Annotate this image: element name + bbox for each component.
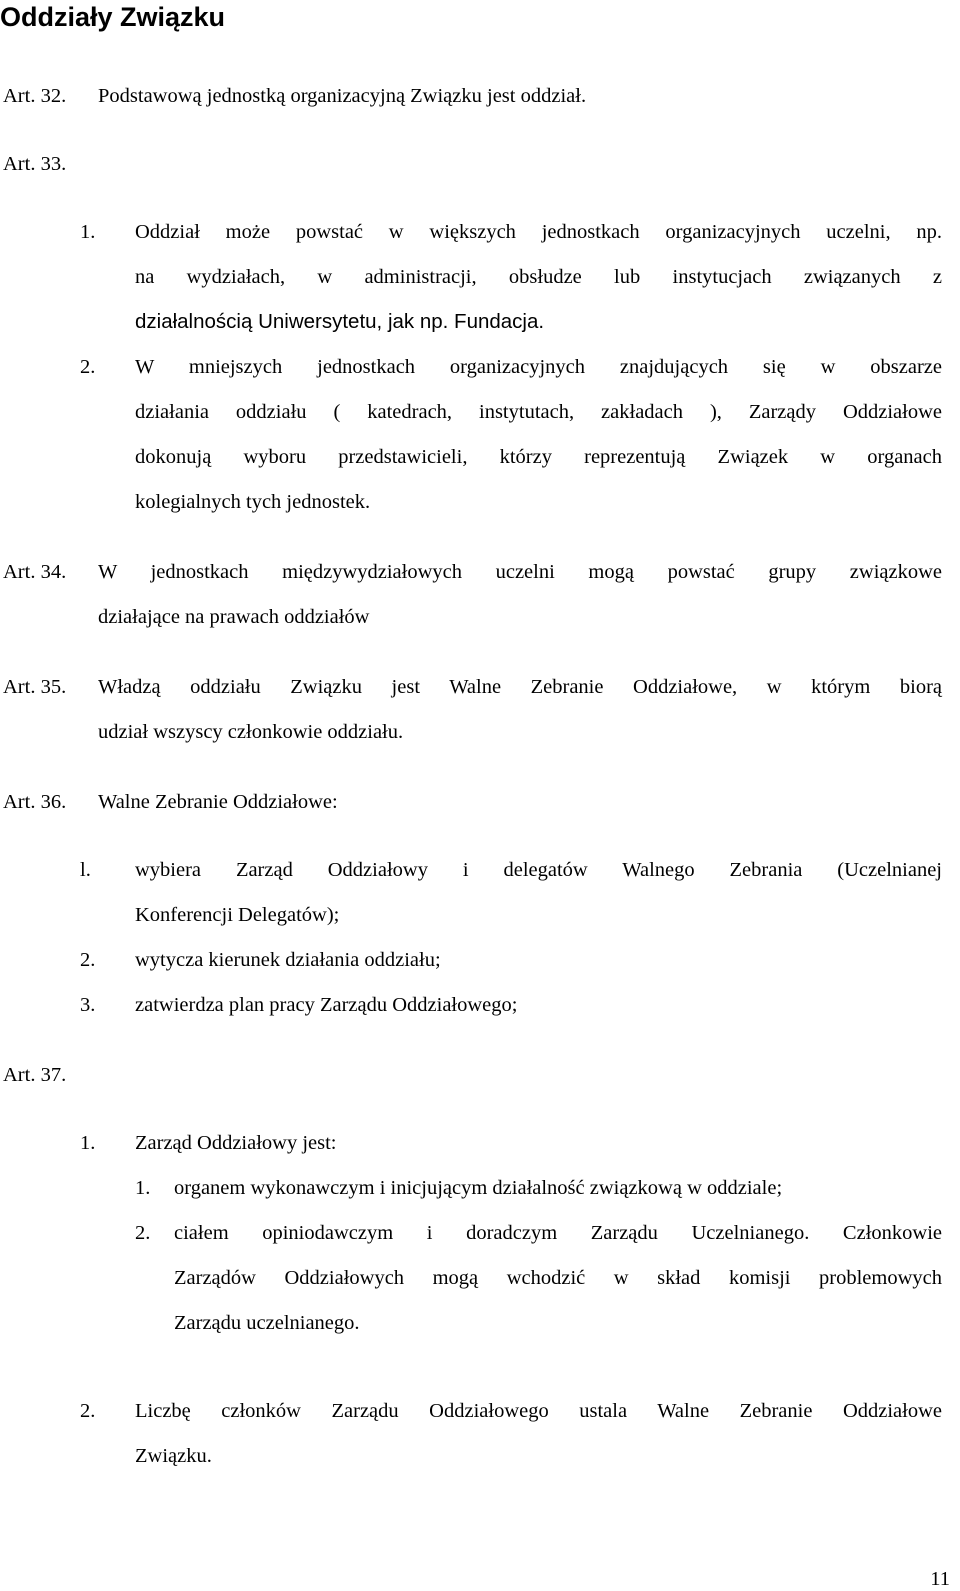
- art-33-p1-number: 1.: [80, 221, 96, 243]
- art-36-item-number: 3.: [80, 994, 96, 1016]
- art-34-line: działające na prawach oddziałów: [98, 606, 370, 628]
- art-37-p2-line: Związku.: [135, 1445, 212, 1467]
- art-37-subitem-line: Zarządu uczelnianego.: [174, 1312, 360, 1334]
- art-33-p1-line: na wydziałach, w administracji, obsłudze lub instytucjach związanych z: [135, 266, 942, 288]
- art-34-line: W jednostkach międzywydziałowych uczelni mogą powstać grupy związkowe: [98, 561, 942, 583]
- art-32-text: Podstawową jednostką organizacyjną Związku jest oddział.: [98, 85, 587, 107]
- art-37-p1-number: 1.: [80, 1132, 96, 1154]
- art-36-text: Walne Zebranie Oddziałowe:: [98, 791, 338, 813]
- art-35-line: udział wszyscy członkowie oddziału.: [98, 721, 404, 743]
- art-37-p1-text: Zarząd Oddziałowy jest:: [135, 1132, 337, 1154]
- art-37-subitem-line: Zarządów Oddziałowych mogą wchodzić w skład komisji problemowych: [174, 1267, 942, 1289]
- art-34-label: Art. 34.: [3, 561, 67, 583]
- art-33-p2-line: dokonują wyboru przedstawicieli, którzy reprezentują Związek w organach: [135, 446, 942, 468]
- art-37-subitem-number: 2.: [135, 1222, 151, 1244]
- art-33-p2-line: działania oddziału ( katedrach, instytutach, zakładach ), Zarządy Oddziałowe: [135, 401, 942, 423]
- art-33-label: Art. 33.: [3, 153, 67, 175]
- art-33-p1-line: działalnością Uniwersytetu, jak np. Fundacja.: [135, 310, 545, 333]
- art-37-subitem-number: 1.: [135, 1177, 151, 1199]
- art-36-item-line: zatwierdza plan pracy Zarządu Oddziałowego;: [135, 994, 518, 1016]
- art-36-item-line: Konferencji Delegatów);: [135, 904, 340, 926]
- art-36-item-number: 2.: [80, 949, 96, 971]
- art-37-subitem-line: ciałem opiniodawczym i doradczym Zarządu Uczelnianego. Członkowie: [174, 1222, 942, 1244]
- art-32-label: Art. 32.: [3, 85, 67, 107]
- art-33-p2-number: 2.: [80, 356, 96, 378]
- page-title: Oddziały Związku: [0, 2, 226, 32]
- art-37-p2-number: 2.: [80, 1400, 96, 1422]
- art-35-label: Art. 35.: [3, 676, 67, 698]
- art-37-label: Art. 37.: [3, 1064, 67, 1086]
- art-33-p2-line: W mniejszych jednostkach organizacyjnych znajdujących się w obszarze: [135, 356, 942, 378]
- page-number: 11: [930, 1568, 950, 1590]
- art-36-item-line: wytycza kierunek działania oddziału;: [135, 949, 441, 971]
- art-37-subitem-line: organem wykonawczym i inicjującym działalność związkową w oddziale;: [174, 1177, 783, 1199]
- art-35-line: Władzą oddziału Związku jest Walne Zebranie Oddziałowe, w którym biorą: [98, 676, 942, 698]
- art-37-p2-line: Liczbę członków Zarządu Oddziałowego ustala Walne Zebranie Oddziałowe: [135, 1400, 942, 1422]
- art-36-item-number: l.: [80, 859, 91, 881]
- art-36-label: Art. 36.: [3, 791, 67, 813]
- art-36-item-line: wybiera Zarząd Oddziałowy i delegatów Walnego Zebrania (Uczelnianej: [135, 859, 942, 881]
- art-33-p1-line: Oddział może powstać w większych jednostkach organizacyjnych uczelni, np.: [135, 221, 942, 243]
- art-33-p2-line: kolegialnych tych jednostek.: [135, 491, 371, 513]
